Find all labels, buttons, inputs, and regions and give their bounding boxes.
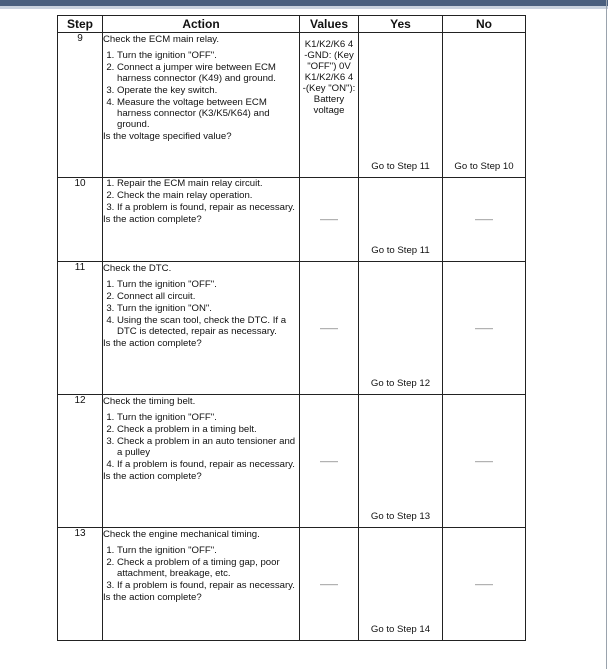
- action-step: 3. If a problem is found, repair as necessary.: [117, 202, 299, 213]
- action-steps: [103, 178, 299, 213]
- action-cell: [103, 262, 300, 395]
- action-intro: Check the timing belt.: [103, 396, 196, 407]
- action-step: 4. Measure the voltage between ECM harness connector (K3/K5/K64) and ground.: [117, 97, 299, 130]
- diagnostic-procedure-table: [57, 15, 526, 641]
- step-number: 9: [58, 33, 103, 178]
- action-question: Is the voltage specified value?: [103, 131, 232, 142]
- no-cell: [443, 262, 526, 395]
- empty-value-dash: ——: [320, 214, 338, 224]
- table-row: [58, 33, 526, 178]
- action-intro: Check the engine mechanical timing.: [103, 529, 260, 540]
- header-no: No: [443, 16, 526, 33]
- no-cell: [443, 395, 526, 528]
- table-row: [58, 528, 526, 641]
- action-step: 2. Check a problem of a timing gap, poor attachment, breakage, etc.: [117, 557, 299, 579]
- empty-value-dash: ——: [475, 322, 493, 333]
- yes-next-step: Go to Step 11: [371, 245, 430, 256]
- action-step: 3. If a problem is found, repair as necessary.: [117, 580, 299, 591]
- action-question: Is the action complete?: [103, 471, 202, 482]
- action-step: 1. Turn the ignition "OFF".: [117, 545, 299, 556]
- values-cell: [300, 395, 359, 528]
- action-question: Is the action complete?: [103, 338, 202, 349]
- values-cell: [300, 178, 359, 262]
- empty-value-dash: ——: [475, 578, 493, 589]
- action-step: 1. Repair the ECM main relay circuit.: [117, 178, 299, 189]
- empty-value-dash: ——: [475, 214, 493, 224]
- table-header-row: [58, 16, 526, 33]
- step-number: 11: [58, 262, 103, 395]
- action-step: 2. Check the main relay operation.: [117, 190, 299, 201]
- step-number: 13: [58, 528, 103, 641]
- action-step: 4. Using the scan tool, check the DTC. If a DTC is detected, repair as necessary.: [117, 315, 299, 337]
- values-cell: [300, 262, 359, 395]
- action-step: 1. Turn the ignition "OFF".: [117, 412, 299, 423]
- no-cell: [443, 178, 526, 262]
- action-step: 4. If a problem is found, repair as necessary.: [117, 459, 299, 470]
- specified-value: K1/K2/K6 4 -GND: (Key "OFF") 0V K1/K2/K6 4 -(Key "ON"): Battery voltage: [302, 39, 356, 116]
- action-step: 1. Turn the ignition "OFF".: [117, 50, 299, 61]
- action-step: 2. Check a problem in a timing belt.: [117, 424, 299, 435]
- action-question: Is the action complete?: [103, 592, 202, 603]
- yes-next-step: Go to Step 12: [370, 378, 431, 389]
- step-number: 10: [58, 178, 103, 262]
- action-step: 2. Connect a jumper wire between ECM harness connector (K49) and ground.: [117, 62, 299, 84]
- header-action: Action: [103, 16, 300, 33]
- yes-cell: [359, 395, 443, 528]
- empty-value-dash: ——: [320, 455, 338, 466]
- table-row: [58, 178, 526, 262]
- step-number: 12: [58, 395, 103, 528]
- action-cell: [103, 395, 300, 528]
- values-cell: [300, 33, 359, 178]
- table-row: [58, 262, 526, 395]
- action-steps: [103, 50, 299, 130]
- empty-value-dash: ——: [320, 322, 338, 333]
- action-step: 3. Turn the ignition "ON".: [117, 303, 299, 314]
- empty-value-dash: ——: [475, 455, 493, 466]
- yes-next-step: Go to Step 13: [370, 511, 431, 522]
- empty-value-dash: ——: [320, 578, 338, 589]
- table-row: [58, 395, 526, 528]
- action-question: Is the action complete?: [103, 214, 202, 225]
- yes-cell: [359, 262, 443, 395]
- header-yes: Yes: [359, 16, 443, 33]
- action-steps: [103, 279, 299, 337]
- action-intro: Check the ECM main relay.: [103, 34, 220, 45]
- action-intro: Check the DTC.: [103, 263, 172, 274]
- header-step: Step: [58, 16, 103, 33]
- yes-next-step: Go to Step 11: [371, 161, 430, 172]
- values-cell: [300, 528, 359, 641]
- no-next-step: Go to Step 10: [454, 161, 514, 172]
- header-values: Values: [300, 16, 359, 33]
- action-step: 2. Connect all circuit.: [117, 291, 299, 302]
- action-step: 3. Check a problem in an auto tensioner and a pulley: [117, 436, 299, 458]
- window-top-bar-shadow: [0, 6, 608, 9]
- yes-cell: [359, 33, 443, 178]
- no-cell: [443, 528, 526, 641]
- action-cell: [103, 528, 300, 641]
- action-step: 3. Operate the key switch.: [117, 85, 299, 96]
- action-cell: [103, 33, 300, 178]
- yes-next-step: Go to Step 14: [370, 624, 431, 635]
- action-steps: [103, 412, 299, 470]
- yes-cell: [359, 178, 443, 262]
- action-cell: [103, 178, 300, 262]
- yes-cell: [359, 528, 443, 641]
- action-steps: [103, 545, 299, 591]
- no-cell: [443, 33, 526, 178]
- action-step: 1. Turn the ignition "OFF".: [117, 279, 299, 290]
